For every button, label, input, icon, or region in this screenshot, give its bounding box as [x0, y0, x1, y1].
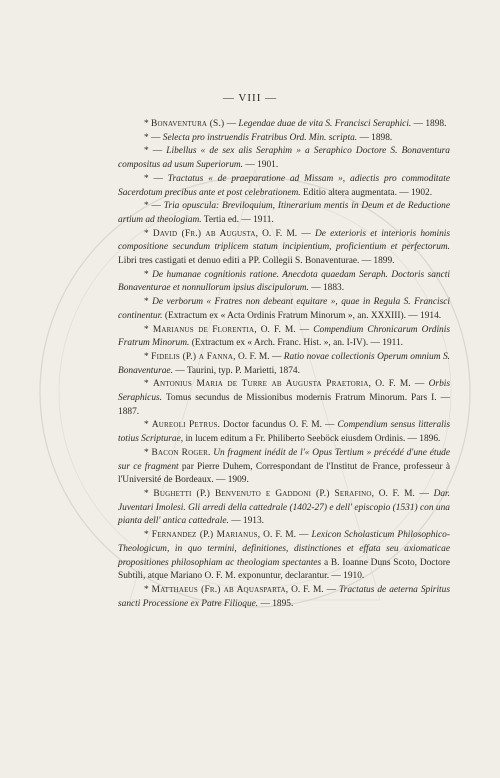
entry-author: Fidelis (P.) a Fanna — [151, 351, 234, 362]
entry-author: Antonius Maria de Turre ab Augusta Praetoria — [153, 379, 369, 390]
entry-details: — 1898. — [411, 119, 447, 129]
entry-title: De humanae cognitionis ratione. Anecdota quaedam Seraph. Doctoris sancti Bonaventurae et nonnullorum ipsius discipulorum. — [118, 269, 450, 294]
entry-title: Ratio novae collectionis Operum omnium S. Bonaventurae. — [118, 351, 450, 376]
entry-marker: * — [144, 530, 152, 541]
entry-author: Marianus de Florentia — [152, 324, 255, 335]
entry-connector: , O. F. M. — — [285, 584, 339, 595]
entry-connector: , O. F. M. — — [255, 228, 315, 239]
entry-details: — 1883. — [308, 283, 345, 294]
entry-author: David (Fr.) ab Augusta — [152, 228, 256, 239]
bibliography-entry — [118, 145, 450, 172]
entry-title: De exterioris et interioris hominis compositione secundum triplicem statum incipientium, proficientium et perfectorum. — [118, 228, 451, 253]
entry-details: a B. Ioanne Duns Scoto, Doctore Subtili, atque Mariano O. F. M. exponuntur, declarantur. — 1910. — [118, 557, 451, 582]
entry-marker: * — [144, 119, 152, 129]
entry-title: Legendae duae de vita S. Francisci Seraphici. — [238, 119, 412, 129]
entry-details: Tomus secundus de Missionibus modernis Fratrum Minorum. Pars I. — 1887. — [118, 393, 450, 417]
bibliography-entry — [118, 378, 450, 419]
entry-title: De verborum « Fratres non debeant equitare », quae in Regula S. Francisci continentur. — [118, 297, 451, 321]
entry-details: Tertia ed. — 1911. — [201, 214, 274, 225]
entry-connector: , O. F. M. — — [371, 488, 434, 499]
entry-title: Dar. Juventari Imolesi. Gli arredi della cattedrale (1402-27) e dell' episcopio (1531) con una pianta dell' antica cattedrale. — [118, 488, 450, 527]
entry-title: Libellus « de sex alis Seraphim » a Seraphico Doctore S. Bonaventura compositus ad usum Superiorum. — [118, 146, 450, 171]
entry-marker: * — — [144, 173, 168, 184]
bibliography-entry — [118, 584, 450, 611]
entry-marker: * — — [144, 146, 167, 157]
entry-details: — 1901. — [243, 160, 279, 171]
entry-connector: , O. F. M. — — [368, 379, 429, 390]
bibliography-entry — [118, 296, 450, 323]
entry-details: — 1913. — [228, 516, 264, 527]
bibliography-entry — [118, 173, 450, 200]
entry-title: Tria opuscula: Breviloquium, Itinerarium mentis in Deum et de Reductione artium ad theologiam. — [118, 201, 451, 225]
entry-details: — 1898. — [357, 132, 393, 143]
entry-details: — Taurini, typ. P. Marietti, 1874. — [172, 365, 300, 376]
entry-marker: * — [144, 297, 153, 308]
page-number: — VIII — — [222, 92, 278, 104]
entry-marker: * — — [144, 201, 164, 212]
entry-author: Bughetti (P.) Benvenuto e Gaddoni (P.) Serafino — [153, 488, 372, 499]
entry-author: Fernandez (P.) Marianus — [151, 530, 258, 541]
entry-connector: . Doctor facundus O. F. M. — — [217, 420, 338, 431]
entry-details: in lucem editum a Fr. Philiberto Seeböck eiusdem Ordinis. — 1896. — [183, 434, 441, 445]
entry-title: Un fragment inédit de l'« Opus Tertium » précédé d'une étude sur ce fragment — [118, 447, 451, 472]
entry-details: Editio altera augmentata. — 1902. — [300, 187, 433, 198]
bibliography-entry — [118, 488, 450, 529]
entry-marker: * — — [144, 132, 163, 143]
entry-title: Tractatus « de praeparatione ad Missam », adiectis pro commoditate Sacerdotum precibus ante et post celebrationem. — [118, 173, 450, 198]
bibliography-entry — [118, 351, 450, 378]
entry-author: Aureoli Petrus — [151, 420, 218, 431]
entry-title: Tractatus de aeterna Spiritus sancti Processione ex Patre Filioque. — [118, 584, 450, 609]
entry-marker: * — [144, 228, 153, 239]
entry-connector: , O. F. M. — — [254, 324, 314, 335]
entry-details: — 1895. — [258, 598, 294, 609]
entry-marker: * — [144, 447, 152, 458]
bibliography-entry — [118, 529, 450, 584]
entry-marker: * — [144, 379, 154, 390]
bibliography-entry — [118, 132, 450, 146]
entry-title: Orbis Seraphicus. — [118, 379, 451, 404]
entry-connector: . — [208, 447, 214, 458]
entry-marker: * — [144, 351, 152, 362]
entry-author: Matthaeus (Fr.) ab Aquasparta — [151, 584, 286, 595]
bibliography-entry — [118, 269, 450, 296]
entry-details: par Pierre Duhem, Correspondant de l'Institut de France, professeur à l'Université de Bordeaux. — 1909. — [118, 461, 450, 486]
entry-author: Bacon Roger — [151, 447, 208, 458]
bibliography-entry — [118, 228, 450, 269]
entry-title: Compendium Chronicarum Ordinis Fratrum Minorum. — [118, 324, 450, 349]
bibliography-entry — [118, 324, 450, 351]
bibliography-entry — [118, 200, 450, 227]
entry-connector: , O. F. M. — — [233, 351, 284, 362]
bibliography-list — [118, 118, 450, 611]
entry-title: Selecta pro instruendis Fratribus Ord. Min. scripta. — [162, 132, 358, 143]
bibliography-entry — [118, 447, 450, 488]
bibliography-entry — [118, 419, 450, 446]
entry-marker: * — [144, 269, 153, 280]
entry-title: Lexicon Scholasticum Philosophico-Theologicum, in quo termini, definitiones, distinctiones et effata seu axiomaticae propositiones philosophiam ac theologiam spectantes — [118, 530, 450, 568]
entry-connector: , O. F. M. — — [257, 530, 312, 541]
entry-title: Compendium sensus litteralis totius Scripturae, — [118, 420, 451, 445]
entry-details: Libri tres castigati et denuo editi a PP. Collegii S. Bonaventurae. — 1899. — [118, 256, 395, 267]
entry-marker: * — [144, 420, 152, 431]
entry-details: (Extractum ex « Acta Ordinis Fratrum Minorum », an. XXXIII). — 1914. — [162, 310, 442, 321]
entry-connector: — — [224, 119, 239, 129]
entry-author: Bonaventura (S.) — [151, 119, 225, 129]
entry-marker: * — [144, 488, 154, 499]
entry-marker: * — [144, 584, 152, 595]
entry-marker: * — [144, 324, 153, 335]
bibliography-entry — [118, 118, 450, 132]
entry-details: (Extractum ex « Arch. Franc. Hist. », an. I-IV). — 1911. — [189, 338, 404, 349]
